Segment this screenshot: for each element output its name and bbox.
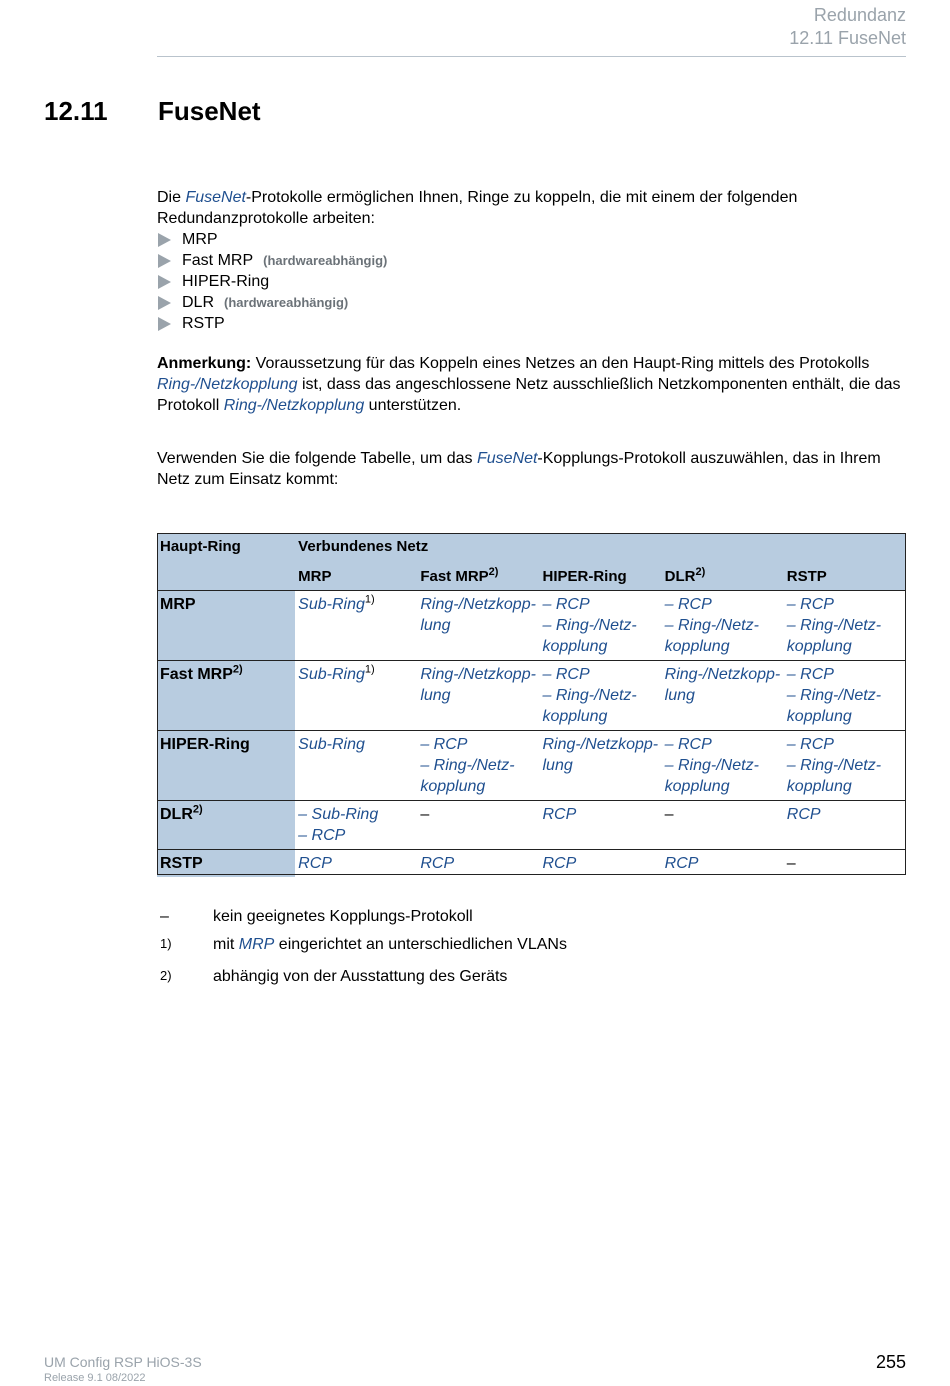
protocol-name: RSTP	[182, 315, 225, 332]
cell-line	[420, 804, 536, 825]
table-column-header	[539, 560, 661, 591]
cell-line	[665, 804, 781, 825]
cell-line	[787, 853, 903, 874]
cell-line	[665, 685, 781, 706]
cell-line	[787, 804, 903, 825]
cell-text: – RCP	[664, 596, 712, 613]
cell-text: kopplung	[786, 708, 852, 725]
intro-block	[157, 187, 907, 334]
page-number: 255	[875, 1352, 906, 1372]
legend-text: kein geeignetes Kopplungs-Protokoll	[213, 908, 473, 925]
cell-text: Ring-/Netzkopp-	[420, 596, 536, 613]
table-cell	[539, 731, 661, 801]
triangle-bullet-icon	[158, 275, 171, 289]
table-cell	[295, 661, 417, 731]
usage-text-2: -Kopplungs-Protokoll auszuwählen, das in Ihrem Netz zum Einsatz kommt:	[157, 450, 881, 488]
cell-line	[787, 734, 903, 755]
cell-text: RCP	[542, 855, 577, 872]
cell-line	[298, 804, 414, 825]
cell-line	[420, 755, 536, 776]
cell-text: RCP	[664, 855, 699, 872]
protocol-list-item	[157, 313, 907, 334]
cell-text: kopplung	[542, 708, 608, 725]
footnote-marker: 1)	[364, 663, 375, 676]
legend-text: eingerichtet an unterschiedlichen VLANs	[274, 936, 567, 953]
table-row-header	[157, 731, 295, 801]
note-text-3: unterstützen.	[364, 397, 462, 414]
legend-item	[160, 968, 507, 986]
table-body	[157, 591, 906, 878]
table-row	[157, 801, 906, 850]
usage-paragraph	[157, 448, 907, 490]
protocol-list-item	[157, 229, 907, 250]
usage-text-1: Verwenden Sie die folgende Tabelle, um das	[157, 450, 477, 467]
cell-line	[542, 664, 658, 685]
table-cell	[539, 591, 661, 661]
cell-text: Ring-/Netzkopp-	[420, 666, 536, 683]
cell-text: lung	[420, 617, 451, 634]
cell-text: – RCP	[786, 596, 834, 613]
cell-line	[542, 594, 658, 615]
cell-text: RCP	[298, 855, 332, 872]
table-cell	[662, 801, 784, 850]
column-header-label: MRP	[298, 568, 332, 585]
intro-text-1: Die	[157, 189, 186, 206]
table-row-header	[157, 801, 295, 850]
cell-text: – Ring-/Netz-	[786, 617, 882, 634]
table-cell	[784, 591, 906, 661]
cell-line	[665, 853, 781, 874]
cell-line	[542, 804, 658, 825]
footer-doc-info	[44, 1354, 202, 1386]
legend-text: abhängig von der Ausstattung des Geräts	[213, 968, 508, 985]
cell-line	[665, 776, 781, 797]
cell-text: lung	[420, 687, 451, 704]
cell-line	[420, 615, 536, 636]
protocol-list-item	[157, 292, 907, 313]
cell-text: –	[664, 806, 674, 823]
cell-text: kopplung	[786, 778, 852, 795]
coupling-table	[157, 533, 906, 877]
protocol-name: Fast MRP	[182, 252, 254, 269]
legend-key: 1)	[160, 936, 172, 951]
cell-line	[787, 636, 903, 657]
cell-line	[665, 664, 781, 685]
table-cell	[539, 801, 661, 850]
cell-text: – Ring-/Netz-	[542, 687, 637, 704]
cell-line	[787, 664, 903, 685]
table-row	[157, 850, 906, 878]
triangle-bullet-icon	[158, 254, 171, 268]
table-cell	[417, 801, 539, 850]
table-row-header	[157, 661, 295, 731]
table-cell	[662, 850, 784, 878]
triangle-bullet-icon	[158, 317, 171, 331]
legend-key: 2)	[160, 968, 172, 983]
table-row	[157, 661, 906, 731]
cell-line	[542, 734, 658, 755]
cell-line	[665, 615, 781, 636]
protocol-note: (hardwareabhängig)	[263, 253, 388, 268]
cell-line	[665, 734, 781, 755]
cell-text: Ring-/Netzkopp-	[664, 666, 781, 683]
cell-line	[787, 776, 903, 797]
table-column-header	[295, 560, 417, 591]
cell-text: – Ring-/Netz-	[664, 757, 759, 774]
cell-text: lung	[542, 757, 573, 774]
note-label: Anmerkung:	[157, 355, 252, 372]
footnote-marker: 2)	[232, 663, 243, 676]
cell-text: kopplung	[664, 778, 730, 795]
table-column-header	[417, 560, 539, 591]
protocol-list-item	[157, 250, 907, 271]
table-row-header	[157, 591, 295, 661]
cell-text: RCP	[786, 806, 821, 823]
table-row-header	[157, 850, 295, 878]
protocol-list	[157, 229, 907, 334]
table-row	[157, 731, 906, 801]
table-cell	[784, 801, 906, 850]
table-cell	[295, 801, 417, 850]
cell-text: Ring-/Netzkopp-	[542, 736, 659, 753]
table-cell	[539, 661, 661, 731]
cell-text: Sub-Ring	[298, 666, 365, 683]
cell-line	[420, 594, 536, 615]
cell-line	[787, 685, 903, 706]
cell-text: Sub-Ring	[298, 596, 365, 613]
table-cell	[662, 591, 784, 661]
header-section: 12.11 FuseNet	[789, 28, 906, 48]
cell-line	[420, 853, 536, 874]
cell-text: – RCP	[664, 736, 712, 753]
cell-text: kopplung	[786, 638, 852, 655]
cell-text: –	[420, 806, 430, 823]
table-cell	[417, 661, 539, 731]
footnote-marker: 2)	[695, 566, 706, 578]
protocol-note: (hardwareabhängig)	[224, 295, 349, 310]
legend-text: mit	[213, 936, 239, 953]
cell-line	[298, 734, 414, 755]
row-header-label: HIPER-Ring	[160, 736, 250, 753]
table-cell	[417, 731, 539, 801]
table-cell	[417, 850, 539, 878]
row-header-label: Fast MRP	[160, 666, 233, 683]
cell-text: – Ring-/Netz-	[542, 617, 637, 634]
table-row	[157, 591, 906, 661]
table-cell	[784, 731, 906, 801]
cell-text: – RCP	[298, 827, 346, 844]
table-cell	[784, 661, 906, 731]
cell-text: – Sub-Ring	[298, 806, 379, 823]
cell-text: kopplung	[664, 638, 730, 655]
cell-line	[542, 615, 658, 636]
protocol-name: DLR	[182, 294, 215, 311]
running-header	[789, 4, 906, 50]
legend-item	[160, 936, 567, 954]
table-group-header-row	[157, 533, 906, 560]
cell-text: RCP	[420, 855, 455, 872]
cell-text: kopplung	[420, 778, 486, 795]
column-header-label: Fast MRP	[420, 568, 489, 585]
section-number: 12.11	[44, 96, 108, 126]
section-title	[44, 96, 261, 127]
table-cell	[784, 850, 906, 878]
section-heading: FuseNet	[158, 96, 261, 126]
cell-text: – Ring-/Netz-	[786, 757, 882, 774]
column-header-label: RSTP	[786, 568, 827, 585]
table-cell	[539, 850, 661, 878]
triangle-bullet-icon	[158, 233, 171, 247]
cell-text: – RCP	[786, 666, 834, 683]
protocol-list-item	[157, 271, 907, 292]
cell-line	[665, 594, 781, 615]
cell-text: lung	[664, 687, 695, 704]
cell-line	[787, 615, 903, 636]
table-corner-header: Haupt-Ring	[157, 533, 295, 591]
table-column-header	[662, 560, 784, 591]
ring-netzkopplung-link[interactable]: Ring-/Netzkopplung	[223, 397, 365, 414]
column-header-label: DLR	[664, 568, 696, 585]
cell-line	[542, 755, 658, 776]
cell-line	[298, 853, 414, 874]
intro-paragraph	[157, 187, 907, 229]
cell-line	[787, 594, 903, 615]
triangle-bullet-icon	[158, 296, 171, 310]
table-cell	[417, 591, 539, 661]
footnote-marker: 2)	[192, 803, 203, 816]
cell-text: RCP	[542, 806, 577, 823]
footer-doc-title: UM Config RSP HiOS-3S	[44, 1354, 202, 1370]
note-text-1: Voraussetzung für das Koppeln eines Netzes an den Haupt-Ring mittels des Protokolls	[251, 355, 870, 372]
cell-line	[420, 664, 536, 685]
table-cell	[662, 731, 784, 801]
table-column-header	[784, 560, 906, 591]
cell-line	[542, 636, 658, 657]
legend-key: –	[160, 908, 169, 925]
protocol-name: MRP	[182, 231, 218, 248]
intro-text-2: -Protokolle ermöglichen Ihnen, Ringe zu koppeln, die mit einem der folgenden Redundanzprotokolle arbeiten:	[157, 189, 798, 227]
cell-text: kopplung	[542, 638, 608, 655]
mrp-link[interactable]: MRP	[238, 936, 275, 953]
cell-line	[787, 706, 903, 727]
cell-line	[298, 664, 414, 685]
cell-line	[298, 594, 414, 615]
cell-line	[665, 755, 781, 776]
cell-line	[298, 825, 414, 846]
fusenet-link[interactable]: FuseNet	[476, 450, 538, 467]
cell-line	[665, 636, 781, 657]
protocol-name: HIPER-Ring	[182, 273, 270, 290]
table-cell	[295, 731, 417, 801]
table-cell	[662, 661, 784, 731]
cell-text: – Ring-/Netz-	[420, 757, 515, 774]
cell-text: Sub-Ring	[298, 736, 365, 753]
footer-release: Release 9.1 08/2022	[44, 1372, 146, 1384]
row-header-label: MRP	[160, 596, 196, 613]
cell-text: – RCP	[542, 666, 590, 683]
cell-line	[787, 755, 903, 776]
cell-line	[420, 734, 536, 755]
table-cell	[295, 591, 417, 661]
cell-line	[542, 853, 658, 874]
header-chapter: Redundanz	[813, 5, 906, 25]
cell-text: –	[786, 855, 796, 872]
row-header-label: RSTP	[160, 855, 203, 872]
cell-line	[420, 776, 536, 797]
note-text-2: ist, dass das angeschlossene Netz ausschließlich Netzkomponenten enthält, die das Protokoll	[157, 376, 901, 414]
cell-text: – Ring-/Netz-	[664, 617, 759, 634]
row-header-label: DLR	[160, 806, 193, 823]
footnote-marker: 1)	[364, 593, 375, 606]
column-header-label: HIPER-Ring	[542, 568, 627, 585]
cell-text: – Ring-/Netz-	[786, 687, 882, 704]
cell-text: – RCP	[542, 596, 590, 613]
cell-line	[542, 685, 658, 706]
ring-netzkopplung-link[interactable]: Ring-/Netzkopplung	[157, 376, 298, 393]
cell-text: – RCP	[420, 736, 468, 753]
cell-text: – RCP	[786, 736, 834, 753]
cell-line	[542, 706, 658, 727]
table-group-header: Verbundenes Netz	[295, 533, 906, 560]
fusenet-link[interactable]: FuseNet	[185, 189, 246, 206]
legend-item	[160, 908, 473, 926]
header-rule	[157, 56, 906, 57]
note-paragraph	[157, 353, 907, 416]
table-cell	[295, 850, 417, 878]
footnote-marker: 2)	[488, 566, 499, 578]
cell-line	[420, 685, 536, 706]
